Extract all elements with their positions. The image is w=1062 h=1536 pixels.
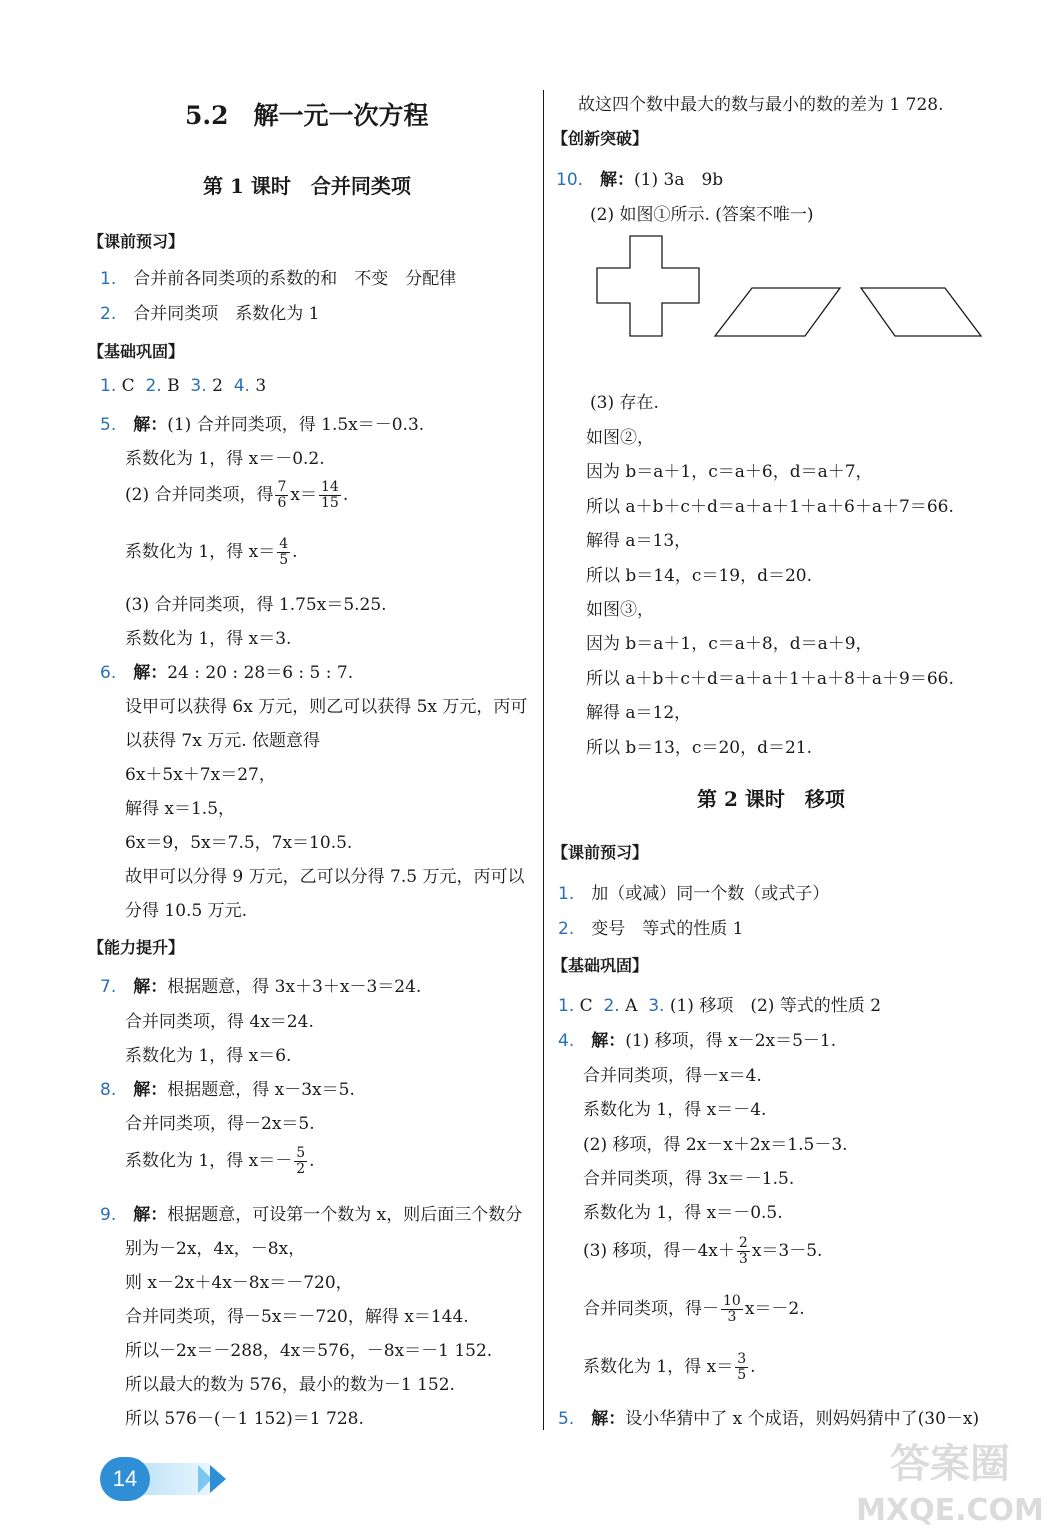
lesson-title-2: 第 2 课时 移项 — [697, 787, 845, 811]
section-heading-ability: 【能力提升】 — [88, 938, 185, 957]
solution-line: 以获得 7x 万元. 依题意得 — [125, 731, 321, 751]
solution-line: 系数化为 1，得 x＝－ $\frac{5}{2}$ . — [125, 1145, 315, 1177]
solution-line: 所以 a＋b＋c＋d＝a＋a＋1＋a＋6＋a＋7＝66. — [586, 497, 954, 517]
parallelogram-figure-3 — [861, 288, 981, 336]
solution-line: 系数化为 1，得 x＝ $\frac{4}{5}$ . — [125, 536, 298, 568]
answer-line: 1. 合并前各同类项的系数的和 不变 分配律 — [100, 269, 457, 289]
solution-line: 6x＝9，5x＝7.5，7x＝10.5. — [125, 833, 353, 853]
answer-line: 1. C 2. A 3. (1) 移项 (2) 等式的性质 2 — [558, 996, 882, 1016]
watermark-logo — [850, 1432, 1050, 1532]
figure-group — [590, 228, 990, 373]
solution-line: (2) 合并同类项，得 $\frac{7}{6}$ x＝ $\frac{14}{15}$ . — [125, 479, 349, 511]
chevron-right-icon — [196, 1463, 232, 1495]
solution-line: 合并同类项，得 4x＝24. — [125, 1012, 314, 1032]
solution-line: 5. 解：(1) 合并同类项，得 1.5x＝－0.3. — [100, 415, 425, 435]
solution-line: (3) 移项，得－4x＋ $\frac{2}{3}$ x＝3－5. — [583, 1235, 823, 1267]
answer-line: 1. 加（或减）同一个数（或式子） — [558, 884, 830, 904]
solution-line: 系数化为 1，得 x＝－0.2. — [125, 449, 325, 469]
solution-line: 系数化为 1，得 x＝－4. — [583, 1100, 767, 1120]
solution-line: 别为－2x，4x，－8x， — [125, 1239, 306, 1259]
solution-line: 9. 解：根据题意，可设第一个数为 x，则后面三个数分 — [100, 1205, 523, 1225]
solution-line: 故甲可以分得 9 万元，乙可以分得 7.5 万元，丙可以 — [125, 867, 525, 887]
answer-line: 2. 合并同类项 系数化为 1 — [100, 304, 320, 324]
solution-line: 6x＋5x＋7x＝27， — [125, 765, 276, 785]
section-heading-preview-2: 【课前预习】 — [552, 843, 649, 862]
solution-line: (2) 如图①所示. (答案不唯一) — [590, 205, 814, 225]
solution-line: 合并同类项，得－ $\frac{10}{3}$ x＝－2. — [583, 1293, 805, 1325]
solution-line: 合并同类项，得－x＝4. — [583, 1066, 762, 1086]
solution-line: 解得 x＝1.5， — [125, 799, 236, 819]
solution-line: 10. 解：(1) 3a 9b — [556, 170, 724, 190]
solution-line: 故这四个数中最大的数与最小的数的差为 1 728. — [578, 95, 944, 115]
solution-line: 所以 a＋b＋c＋d＝a＋a＋1＋a＋8＋a＋9＝66. — [586, 669, 954, 689]
solution-line: 8. 解：根据题意，得 x－3x＝5. — [100, 1080, 355, 1100]
solution-line: 如图②， — [586, 428, 654, 448]
solution-line: 系数化为 1，得 x＝3. — [125, 629, 292, 649]
section-title: 5.2 解一元一次方程 — [185, 101, 429, 130]
solution-line: 所以－2x＝－288，4x＝576，－8x＝－1 152. — [125, 1341, 493, 1361]
solution-line: 合并同类项，得 3x＝－1.5. — [583, 1169, 795, 1189]
solution-line: 5. 解：设小华猜中了 x 个成语，则妈妈猜中了(30－x) — [558, 1409, 980, 1429]
solution-line: 所以最大的数为 576，最小的数为－1 152. — [125, 1375, 455, 1395]
solution-line: 解得 a＝13， — [586, 531, 692, 551]
solution-line: 解得 a＝12， — [586, 703, 692, 723]
column-divider — [543, 90, 544, 1430]
solution-line: 分得 10.5 万元. — [125, 901, 248, 921]
parallelogram-figure-2 — [715, 288, 840, 336]
answer-line: 1. C 2. B 3. 2 4. 3 — [100, 376, 267, 396]
watermark-bottom: MXQE.COM — [856, 1493, 1044, 1528]
solution-line: 所以 b＝13，c＝20，d＝21. — [586, 738, 812, 758]
solution-line: 如图③， — [586, 600, 654, 620]
solution-line: 合并同类项，得－5x＝－720，解得 x＝144. — [125, 1307, 469, 1327]
section-heading-innovation: 【创新突破】 — [552, 129, 649, 148]
solution-line: 所以 b＝14，c＝19，d＝20. — [586, 566, 812, 586]
solution-line: (3) 存在. — [590, 393, 659, 413]
solution-line: 因为 b＝a＋1，c＝a＋6，d＝a＋7， — [586, 462, 873, 482]
section-heading-basic: 【基础巩固】 — [88, 342, 185, 361]
solution-line: 所以 576－(－1 152)＝1 728. — [125, 1409, 364, 1429]
answer-line: 2. 变号 等式的性质 1 — [558, 919, 744, 939]
section-heading-basic-2: 【基础巩固】 — [552, 956, 649, 975]
lesson-title-1: 第 1 课时 合并同类项 — [203, 174, 411, 198]
solution-line: 4. 解：(1) 移项，得 x－2x＝5－1. — [558, 1031, 837, 1051]
solution-line: 则 x－2x＋4x－8x＝－720， — [125, 1273, 353, 1293]
solution-line: 系数化为 1，得 x＝－0.5. — [583, 1203, 783, 1223]
page-number: 14 — [100, 1457, 150, 1501]
solution-line: 因为 b＝a＋1，c＝a＋8，d＝a＋9， — [586, 634, 873, 654]
section-heading-preview: 【课前预习】 — [88, 232, 185, 251]
cross-figure — [597, 236, 699, 336]
solution-line: 6. 解：24 : 20 : 28＝6 : 5 : 7. — [100, 663, 354, 683]
solution-line: 7. 解：根据题意，得 3x＋3＋x－3＝24. — [100, 977, 422, 997]
solution-line: (3) 合并同类项，得 1.75x＝5.25. — [125, 595, 387, 615]
solution-line: 系数化为 1，得 x＝6. — [125, 1046, 292, 1066]
solution-line: 系数化为 1，得 x＝ $\frac{3}{5}$ . — [583, 1351, 756, 1383]
solution-line: (2) 移项，得 2x－x＋2x＝1.5－3. — [583, 1135, 848, 1155]
solution-line: 设甲可以获得 6x 万元，则乙可以获得 5x 万元，丙可 — [125, 697, 528, 717]
watermark-top: 答案圈 — [890, 1441, 1010, 1487]
solution-line: 合并同类项，得－2x＝5. — [125, 1114, 315, 1134]
